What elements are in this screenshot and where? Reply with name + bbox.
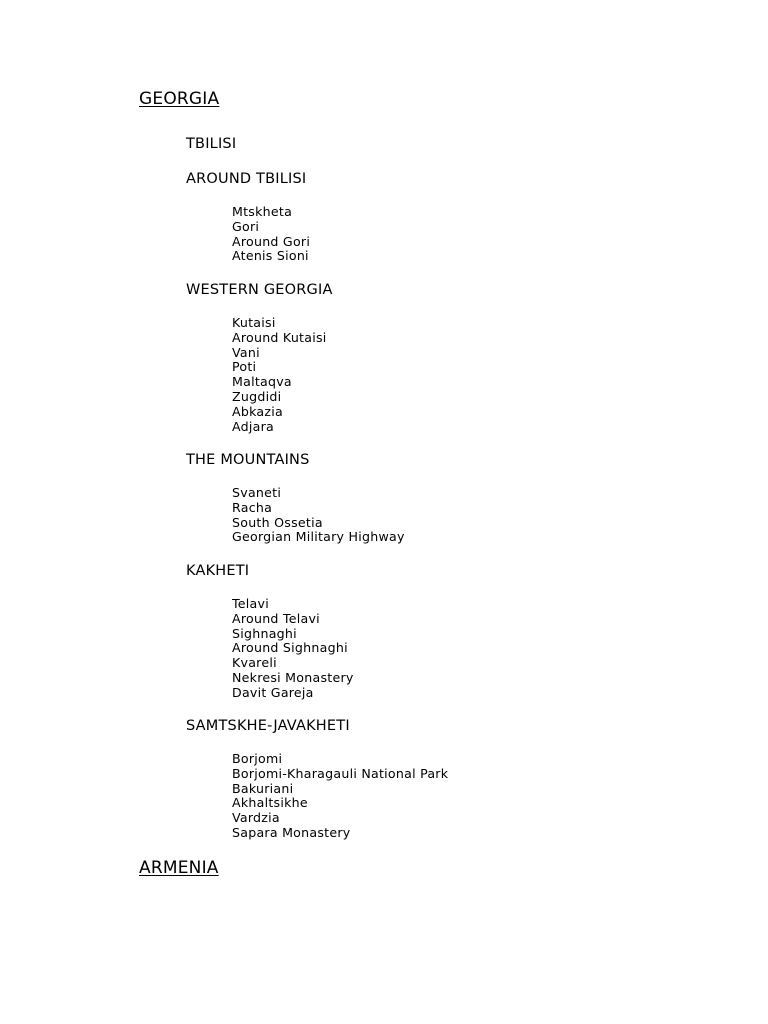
place-list-around-tbilisi <box>232 205 310 264</box>
place-item: Around Kutaisi <box>232 329 327 345</box>
place-item: Around Sighnaghi <box>232 640 348 656</box>
place-item: Vardzia <box>232 810 280 826</box>
place-item: Poti <box>232 359 257 375</box>
region-heading-around-tbilisi: AROUND TBILISI <box>186 171 307 187</box>
place-item: Abkazia <box>232 403 283 419</box>
region-heading-western-georgia: WESTERN GEORGIA <box>186 282 333 298</box>
place-item: Vani <box>232 344 260 360</box>
place-item: Around Gori <box>232 233 311 249</box>
place-item: Sighnaghi <box>232 625 297 641</box>
place-item: Around Telavi <box>232 610 320 626</box>
place-item: Adjara <box>232 418 274 434</box>
place-item: Davit Gareja <box>232 684 314 700</box>
place-item: Borjomi-Kharagauli National Park <box>232 765 449 781</box>
place-item: Telavi <box>232 596 269 611</box>
place-item: Zugdidi <box>232 388 282 404</box>
region-heading-samtskhe-javakheti: SAMTSKHE-JAVAKHETI <box>186 718 350 734</box>
region-heading-tbilisi: TBILISI <box>186 136 237 152</box>
place-item: Georgian Military Highway <box>232 529 405 545</box>
place-item: South Ossetia <box>232 514 323 530</box>
country-heading-georgia: GEORGIA <box>139 89 220 109</box>
place-list-the-mountains <box>232 486 405 545</box>
place-item: Kvareli <box>232 655 277 671</box>
region-heading-the-mountains: THE MOUNTAINS <box>186 452 310 468</box>
place-list-samtskhe-javakheti <box>232 752 448 841</box>
place-item: Akhaltsikhe <box>232 795 308 811</box>
place-item: Maltaqva <box>232 374 292 390</box>
place-item: Svaneti <box>232 485 282 500</box>
place-item: Atenis Sioni <box>232 248 309 264</box>
place-list-western-georgia <box>232 316 327 434</box>
place-item: Kutaisi <box>232 315 276 330</box>
place-item: Gori <box>232 218 260 234</box>
place-item: Borjomi <box>232 751 283 766</box>
region-heading-kakheti: KAKHETI <box>186 563 250 579</box>
place-item: Mtskheta <box>232 204 293 219</box>
place-item: Nekresi Monastery <box>232 669 354 685</box>
place-item: Racha <box>232 499 273 515</box>
country-heading-armenia: ARMENIA <box>139 858 219 878</box>
place-item: Bakuriani <box>232 780 294 796</box>
place-list-kakheti <box>232 597 354 701</box>
place-item: Sapara Monastery <box>232 824 351 840</box>
